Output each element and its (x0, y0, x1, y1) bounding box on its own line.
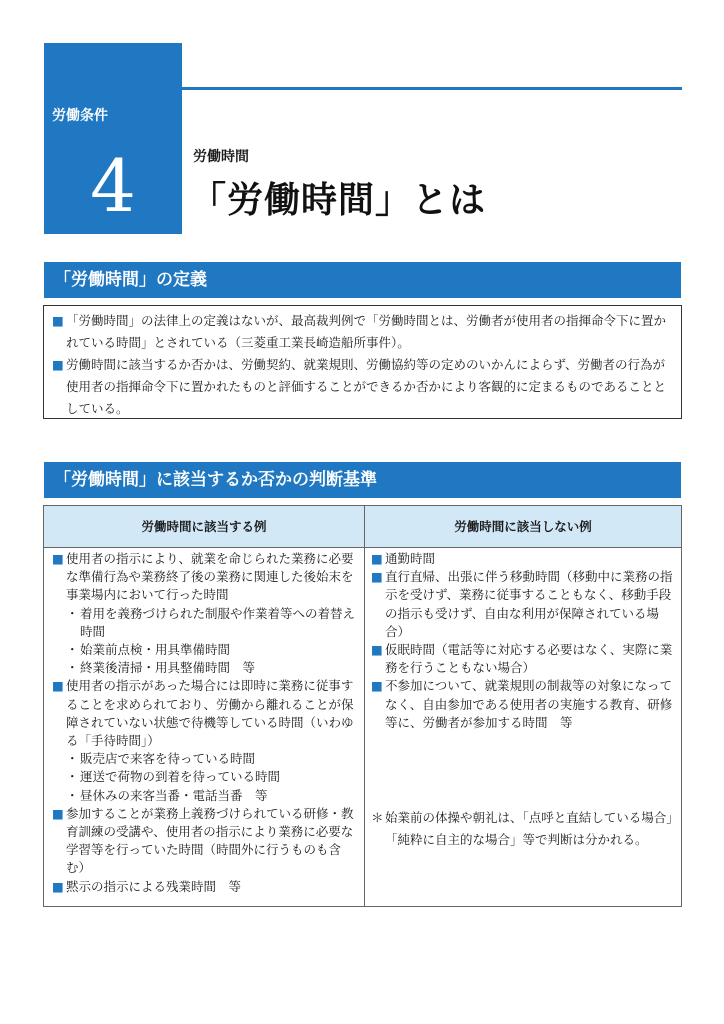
square-bullet-icon: ■ (371, 551, 383, 566)
sub-item-text: 運送で荷物の到着を待っている時間 (80, 769, 281, 785)
dot-bullet-icon: ・ (66, 642, 79, 658)
sub-item-text: 終業後清掃・用具整備時間 等 (80, 660, 256, 676)
dot-bullet-icon: ・ (66, 751, 79, 767)
criteria-table-header (44, 506, 681, 548)
list-item (371, 641, 677, 677)
list-item (371, 677, 677, 732)
definition-box (43, 305, 682, 419)
chapter-number: 4 (90, 144, 136, 228)
right-column-header: 労働時間に該当しない例 (454, 519, 592, 534)
page-title: 「労働時間」とは (190, 180, 487, 221)
non-working-time-examples (371, 550, 677, 732)
square-bullet-icon: ■ (52, 313, 64, 328)
dot-bullet-icon: ・ (66, 605, 79, 621)
definition-item (52, 310, 675, 354)
list-item-text: 不参加について、就業規則の制裁等の対象になってなく、自由参加である使用者の実施する教育、研修等に、労働者が参加する時間 等 (385, 678, 673, 730)
sub-item-text: 販売店で来客を待っている時間 (80, 751, 256, 767)
criteria-table (43, 505, 682, 907)
list-item-text: 通勤時間 (385, 551, 436, 566)
asterisk-icon: ＊ (371, 810, 384, 825)
badge-label: 労働条件 (52, 108, 108, 124)
sub-item (52, 768, 358, 786)
sub-item (52, 659, 358, 677)
working-time-examples (52, 550, 358, 896)
square-bullet-icon: ■ (52, 805, 64, 821)
square-bullet-icon: ■ (371, 642, 383, 658)
title-rule (182, 87, 682, 90)
page-subtitle: 労働時間 (193, 149, 249, 165)
list-item (371, 568, 677, 641)
chapter-badge (44, 43, 182, 234)
list-item-text: 参加することが業務上義務づけられている研修・教育訓練の受講や、使用者の指示により業務に必要な学習等を行っていた時間（時間外に行うものも含む） (66, 805, 354, 876)
definition-heading: 「労働時間」の定義 (44, 262, 681, 298)
column-divider (364, 506, 365, 906)
definition-item (52, 354, 675, 420)
definition-text: 労働時間に該当するか否かは、労働契約、就業規則、労働協約等の定めのいかんによらず、労働者の行為が使用者の指揮命令下に置かれたものと評価することができるか否かにより客観的に定まるものであることとしている。 (66, 357, 667, 416)
square-bullet-icon: ■ (52, 878, 64, 894)
sub-item-text: 着用を義務づけられた制服や作業着等への着替え時間 (80, 605, 356, 639)
list-item (52, 677, 358, 750)
dot-bullet-icon: ・ (66, 787, 79, 803)
definition-text: 「労働時間」の法律上の定義はないが、最高裁判例で「労働時間とは、労働者が使用者の指揮命令下に置かれている時間」とされている（三菱重工業長崎造船所事件）。 (66, 313, 667, 350)
dot-bullet-icon: ・ (66, 660, 79, 676)
sub-item-text: 始業前点検・用具準備時間 (80, 642, 231, 658)
square-bullet-icon: ■ (52, 678, 64, 694)
list-item (52, 878, 358, 896)
judgment-note (371, 807, 677, 851)
list-item-text: 使用者の指示により、就業を命じられた業務に必要な準備行為や業務終了後の業務に関連した後始末を事業場内において行った時間 (66, 551, 354, 603)
square-bullet-icon: ■ (52, 357, 64, 372)
square-bullet-icon: ■ (371, 678, 383, 694)
list-item-text: 黙示の指示による残業時間 等 (66, 878, 242, 894)
dot-bullet-icon: ・ (66, 769, 79, 785)
criteria-heading: 「労働時間」に該当するか否かの判断基準 (44, 462, 681, 498)
sub-item (52, 641, 358, 659)
list-item-text: 仮眠時間（電話等に対応する必要はなく、実際に業務を行うこともない場合） (385, 642, 673, 676)
left-column-header: 労働時間に該当する例 (141, 519, 267, 534)
list-item (52, 805, 358, 878)
sub-item (52, 605, 358, 641)
note-text: 始業前の体操や朝礼は、「点呼と直結している場合」「純粋に自主的な場合」等で判断は分かれる。 (385, 810, 673, 847)
list-item (52, 550, 358, 605)
square-bullet-icon: ■ (52, 551, 64, 566)
list-item (371, 550, 677, 568)
sub-item (52, 787, 358, 805)
sub-item (52, 750, 358, 768)
list-item-text: 使用者の指示があった場合には即時に業務に従事することを求められており、労働から離れることが保障されていない状態で待機等している時間（いわゆる「手待時間」） (66, 678, 354, 749)
sub-item-text: 昼休みの来客当番・電話当番 等 (80, 787, 268, 803)
list-item-text: 直行直帰、出張に伴う移動時間（移動中に業務の指示を受けず、業務に従事することもなく、移動手段の指示も受けず、自由な利用が保障されている場合） (385, 569, 673, 639)
square-bullet-icon: ■ (371, 569, 383, 585)
